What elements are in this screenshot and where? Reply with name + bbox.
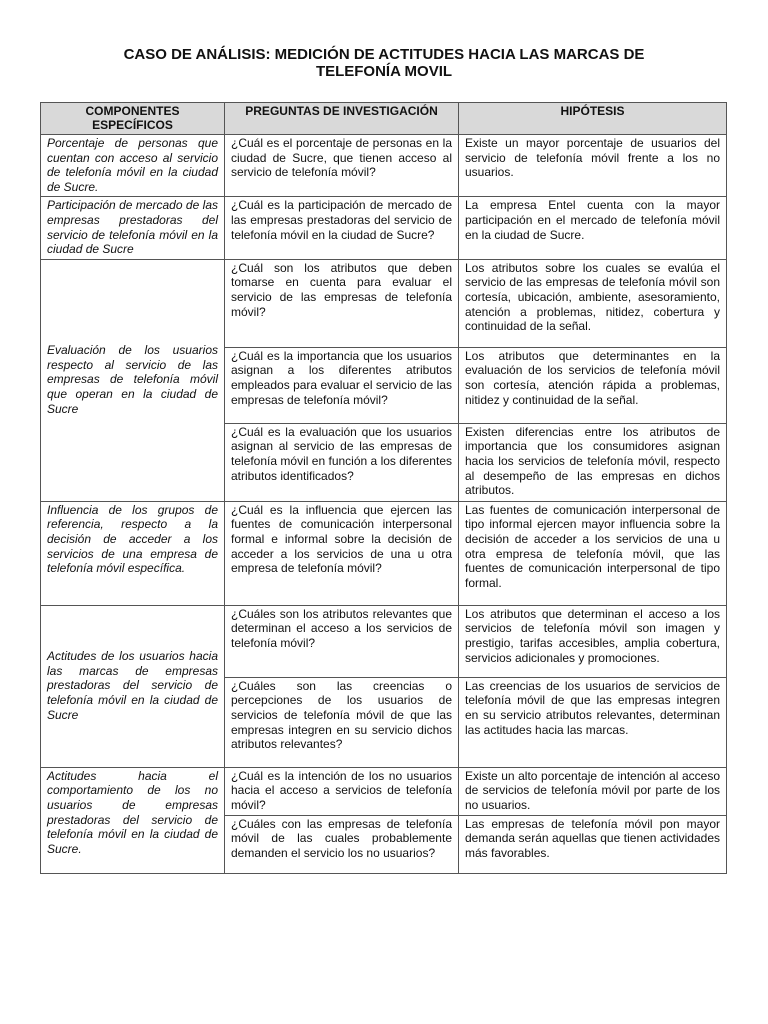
question-cell: ¿Cuál es la participación de mercado de las empresas prestadoras del servicio de telefonía móvil en la ciudad de Sucre? xyxy=(225,197,459,259)
table-row xyxy=(41,605,727,677)
hypothesis-cell: Las fuentes de comunicación interpersonal de tipo informal ejercen mayor influencia sobre la decisión de acceder a los servicios de una u otra empresa de telefonía móvil, que las fuentes de comunicación interpersonal de tipo formal. xyxy=(459,501,727,605)
title-line-2: TELEFONÍA MOVIL xyxy=(315,63,453,80)
component-cell: Participación de mercado de las empresas prestadoras del servicio de telefonía móvil en la ciudad de Sucre xyxy=(41,197,225,259)
table-header-row xyxy=(41,103,727,135)
question-cell: ¿Cuál son los atributos que deben tomarse en cuenta para evaluar el servicio de las empresas de telefonía móvil? xyxy=(225,259,459,347)
table-row xyxy=(41,501,727,605)
analysis-table xyxy=(40,102,727,874)
component-cell: Evaluación de los usuarios respecto al servicio de las empresas de telefonía móvil que operan en la ciudad de Sucre xyxy=(41,259,225,501)
question-cell: ¿Cuáles son los atributos relevantes que determinan el acceso a los servicios de telefonía móvil? xyxy=(225,605,459,677)
question-cell: ¿Cuáles son las creencias o percepciones de los usuarios de servicios de telefonía móvil de que las empresas integren en su servicio dichos atributos relevantes? xyxy=(225,677,459,767)
hypothesis-cell: La empresa Entel cuenta con la mayor participación en el mercado de telefonía móvil en la ciudad de Sucre. xyxy=(459,197,727,259)
question-cell: ¿Cuál es la influencia que ejercen las fuentes de comunicación interpersonal formal e informal sobre la decisión de acceder a los servicios de una u otra empresa de telefonía móvil? xyxy=(225,501,459,605)
table-row xyxy=(41,197,727,259)
question-cell: ¿Cuál es la evaluación que los usuarios asignan al servicio de las empresas de telefonía móvil en función a los diferentes atributos identificados? xyxy=(225,423,459,501)
header-preguntas: PREGUNTAS DE INVESTIGACIÓN xyxy=(225,103,459,135)
hypothesis-cell: Los atributos que determinan el acceso a los servicios de telefonía móvil son imagen y prestigio, tarifas accesibles, amplia cobertura, servicios adicionales y promociones. xyxy=(459,605,727,677)
header-hipotesis: HIPÓTESIS xyxy=(459,103,727,135)
header-componentes: COMPONENTES ESPECÍFICOS xyxy=(41,103,225,135)
component-cell: Actitudes de los usuarios hacia las marcas de empresas prestadoras del servicio de telefonía móvil en la ciudad de Sucre xyxy=(41,605,225,767)
hypothesis-cell: Existe un alto porcentaje de intención al acceso de servicios de telefonía móvil por parte de los no usuarios. xyxy=(459,767,727,815)
hypothesis-cell: Las empresas de telefonía móvil pon mayor demanda serán aquellas que tienen actividades más favorables. xyxy=(459,815,727,873)
hypothesis-cell: Los atributos sobre los cuales se evalúa el servicio de las empresas de telefonía móvil son cortesía, ubicación, ambiente, asesoramiento, atención a problemas, nitidez, cobertura y continuidad de la señal. xyxy=(459,259,727,347)
hypothesis-cell: Existen diferencias entre los atributos de importancia que los consumidores asignan hacia los servicios de telefonía móvil, respecto al desempeño de las empresas en dichos atributos. xyxy=(459,423,727,501)
component-cell: Porcentaje de personas que cuentan con acceso al servicio de telefonía móvil en la ciudad de Sucre. xyxy=(41,135,225,197)
title-line-1: CASO DE ANÁLISIS: MEDICIÓN DE ACTITUDES HACIA LAS MARCAS DE xyxy=(123,46,645,63)
question-cell: ¿Cuál es la importancia que los usuarios asignan a los diferentes atributos empleados para evaluar el servicio de las empresas de telefonía móvil? xyxy=(225,347,459,423)
component-cell: Actitudes hacia el comportamiento de los no usuarios de empresas prestadoras del servicio de telefonía móvil en la ciudad de Sucre. xyxy=(41,767,225,873)
table-row xyxy=(41,259,727,347)
question-cell: ¿Cuál es el porcentaje de personas en la ciudad de Sucre, que tienen acceso al servicio de telefonía móvil? xyxy=(225,135,459,197)
component-cell: Influencia de los grupos de referencia, respecto a la decisión de acceder a los servicios de una empresa de telefonía móvil específica. xyxy=(41,501,225,605)
document-title xyxy=(40,46,728,80)
question-cell: ¿Cuáles con las empresas de telefonía móvil de las cuales probablemente demanden el servicio los no usuarios? xyxy=(225,815,459,873)
hypothesis-cell: Las creencias de los usuarios de servicios de telefonía móvil de que las empresas integren en su servicio atributos relevantes, determinan las actitudes hacia las marcas. xyxy=(459,677,727,767)
table-row xyxy=(41,767,727,815)
hypothesis-cell: Existe un mayor porcentaje de usuarios del servicio de telefonía móvil frente a los no usuarios. xyxy=(459,135,727,197)
table-row xyxy=(41,135,727,197)
question-cell: ¿Cuál es la intención de los no usuarios hacia el acceso a servicios de telefonía móvil? xyxy=(225,767,459,815)
hypothesis-cell: Los atributos que determinantes en la evaluación de los servicios de telefonía móvil son cortesía, atención rápida a problemas, nitidez y continuidad de la señal. xyxy=(459,347,727,423)
